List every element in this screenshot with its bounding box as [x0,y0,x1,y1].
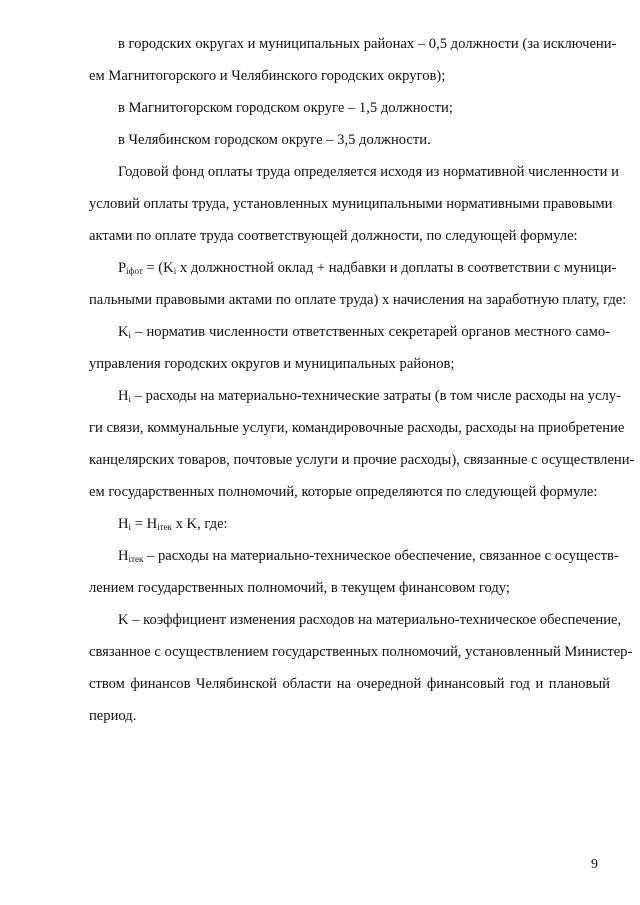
text-line: в городских округах и муниципальных районах – 0,5 должности (за исключени- [118,36,617,52]
text-line: период. [89,708,137,724]
text-line: ством финансов Челябинской области на очередной финансовый год и плановый [89,676,610,692]
text-fragment: x должностной оклад + надбавки и доплаты в соответствии с муници- [176,260,617,276]
text-fragment: – расходы на материально-технические затраты (в том числе расходы на услу- [131,388,621,404]
text-line: условий оплаты труда, установленных муниципальными нормативными правовыми [89,196,613,212]
definition-line [118,323,610,341]
text-line: K – коэффициент изменения расходов на материально-техническое обеспечение, [118,612,622,628]
text-line: ем Магнитогорского и Челябинского городских округов); [89,68,446,84]
definition-line [118,547,619,565]
text-fragment: = (K [142,260,174,276]
text-line: лением государственных полномочий, в текущем финансовом году; [89,580,510,596]
subscript: i [128,522,132,532]
text-line: в Челябинском городском округе – 3,5 должности. [118,132,431,148]
text-line: Годовой фонд оплаты труда определяется исходя из нормативной численности и [118,164,619,180]
subscript: iфот [126,266,143,276]
text-line: управления городских округов и муниципальных районов; [89,356,455,372]
symbol: H [118,388,129,404]
text-line: связанное с осуществлением государственных полномочий, установленный Министер- [89,644,633,660]
text-line: ги связи, коммунальные услуги, командировочные расходы, расходы на приобретение [89,420,625,436]
subscript: i [128,330,132,340]
subscript: iтек [128,554,144,564]
definition-line [118,387,621,405]
formula-line [118,259,617,277]
subscript: i [173,266,177,276]
formula-line [118,515,610,533]
text-fragment: – норматив численности ответственных секретарей органов местного само- [131,324,610,340]
subscript: i [128,394,132,404]
text-line: пальными правовыми актами по оплате труда) х начисления на заработную плату, где: [89,292,627,308]
text-fragment: P [118,260,127,276]
text-line: ем государственных полномочий, которые определяются по следующей формуле: [89,484,598,500]
text-fragment: = H [131,516,158,532]
symbol: H [118,548,129,564]
subscript: iтек [157,522,172,532]
symbol: H [118,516,129,532]
text-line: канцелярских товаров, почтовые услуги и прочие расходы), связанные с осуществлени- [89,452,635,468]
text-line: в Магнитогорском городском округе – 1,5 должности; [118,100,453,116]
page-number: 9 [591,857,598,872]
text-fragment: x K, где: [171,516,228,532]
text-fragment: – расходы на материально-техническое обеспечение, связанное с осуществ- [143,548,619,564]
text-line: актами по оплате труда соответствующей должности, по следующей формуле: [89,228,578,244]
symbol: K [118,324,129,340]
